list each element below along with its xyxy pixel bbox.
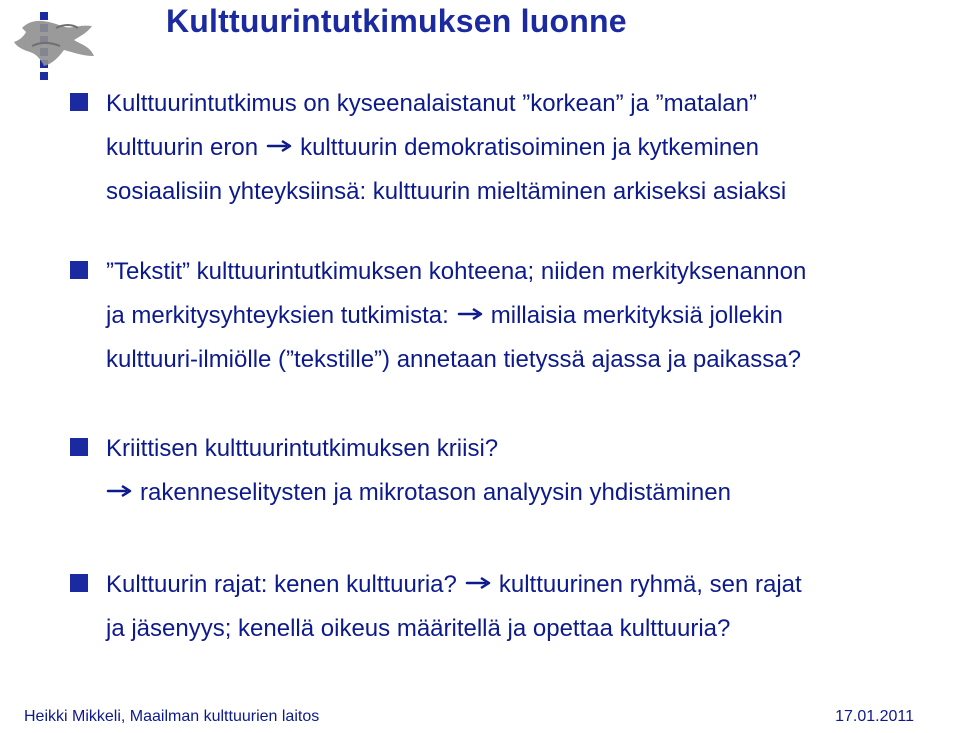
bullet-1-line-2-part-2: kulttuurin demokratisoiminen ja kytkeminen: [300, 134, 759, 161]
bullet-3-line-1: Kriittisen kulttuurintutkimuksen kriisi?: [106, 435, 499, 462]
bullet-4-line-1-part-1: Kulttuurin rajat: kenen kulttuuria?: [106, 571, 457, 598]
bullet-3-line-2-text: rakenneselitysten ja mikrotason analyysin yhdistäminen: [140, 479, 731, 506]
bullet-2-line-3: kulttuuri-ilmiölle (”tekstille”) annetaan tietyssä ajassa ja paikassa?: [106, 346, 801, 373]
square-bullet-icon: [70, 574, 88, 592]
bullet-1-line-2: [106, 126, 786, 170]
bullet-text-2: [106, 250, 806, 382]
square-bullet-icon: [70, 261, 88, 279]
right-arrow-icon: [106, 470, 132, 514]
right-arrow-icon: [457, 293, 483, 337]
bullet-1-line-2-part-1: kulttuurin eron: [106, 134, 259, 161]
bullet-4-line-2: ja jäsenyys; kenellä oikeus määritellä ja opettaa kulttuuria?: [106, 615, 731, 642]
square-bullet-icon: [70, 438, 88, 456]
bullet-2-line-1: ”Tekstit” kulttuurintutkimuksen kohteena; niiden merkityksenannon: [106, 258, 807, 285]
bullet-1-line-3: sosiaalisiin yhteyksiinsä: kulttuurin mieltäminen arkiseksi asiaksi: [106, 178, 787, 205]
right-arrow-icon: [465, 562, 491, 606]
bullet-4-line-1-part-2: kulttuurinen ryhmä, sen rajat: [498, 571, 802, 598]
bullet-text-4: [106, 563, 802, 651]
footer-left: Heikki Mikkeli, Maailman kulttuurien laitos: [24, 708, 320, 725]
right-arrow-icon: [266, 125, 292, 169]
square-bullet-icon: [70, 93, 88, 111]
bullet-2-line-2-part-2: millaisia merkityksiä jollekin: [490, 302, 783, 329]
bullet-text-1: [106, 82, 786, 214]
university-emblem-icon: [6, 6, 98, 90]
bullet-2-line-2: [106, 294, 806, 338]
bullet-1-line-1: Kulttuurintutkimus on kyseenalaistanut ”korkean” ja ”matalan”: [106, 90, 757, 117]
footer-date: 17.01.2011: [835, 708, 914, 725]
logo-svg: [6, 6, 98, 90]
bullet-4-line-1: [106, 563, 802, 607]
bullet-text-3: [106, 427, 731, 515]
slide-title: Kulttuurintutkimuksen luonne: [166, 3, 627, 39]
bullet-3-line-2: [106, 471, 731, 515]
bullet-2-line-2-part-1: ja merkitysyhteyksien tutkimista:: [106, 302, 449, 329]
